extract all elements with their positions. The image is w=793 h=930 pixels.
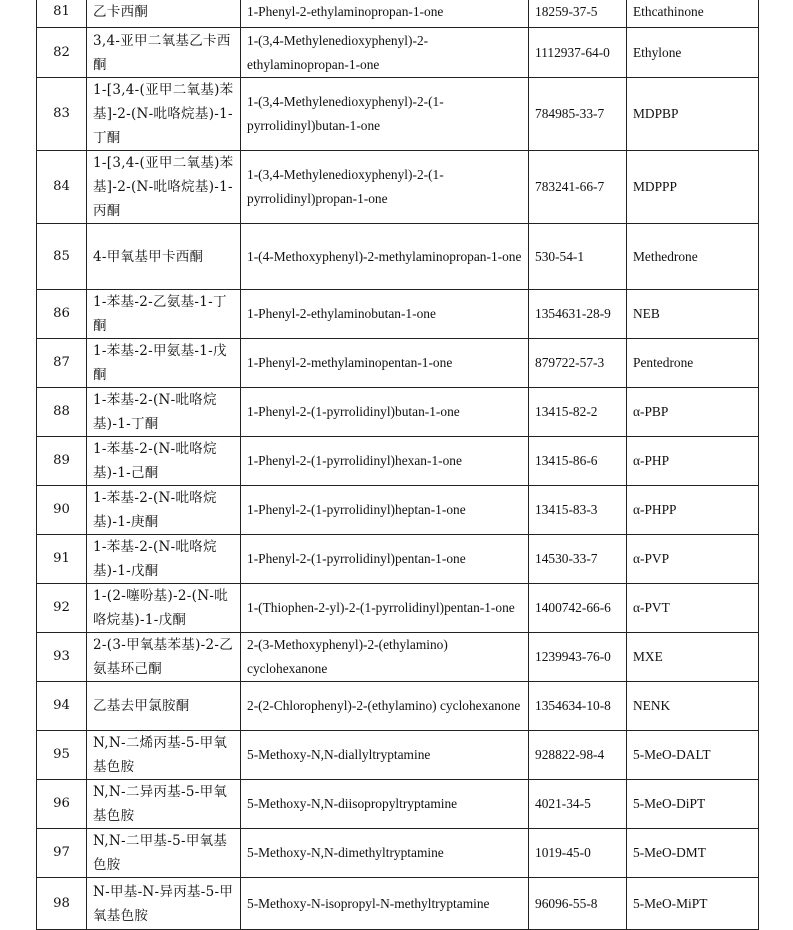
chinese-name: N,N-二异丙基-5-甲氧基色胺: [87, 780, 241, 829]
cas-number: 784985-33-7: [529, 78, 627, 151]
english-name: 1-Phenyl-2-(1-pyrrolidinyl)heptan-1-one: [241, 486, 529, 535]
table-row: [37, 78, 759, 151]
abbreviation: NEB: [627, 290, 759, 339]
cas-number: 1239943-76-0: [529, 633, 627, 682]
substance-table: [36, 0, 759, 930]
table-row: [37, 682, 759, 731]
row-number: 84: [37, 151, 87, 224]
row-number: 86: [37, 290, 87, 339]
chinese-name: 乙卡西酮: [87, 0, 241, 28]
table-row: [37, 0, 759, 28]
chinese-name: 1-苯基-2-(N-吡咯烷基)-1-己酮: [87, 437, 241, 486]
english-name: 5-Methoxy-N,N-diallyltryptamine: [241, 731, 529, 780]
table-row: [37, 486, 759, 535]
english-name: 1-Phenyl-2-(1-pyrrolidinyl)butan-1-one: [241, 388, 529, 437]
cas-number: 96096-55-8: [529, 878, 627, 930]
chinese-name: 1-[3,4-(亚甲二氧基)苯基]-2-(N-吡咯烷基)-1-丁酮: [87, 78, 241, 151]
english-name: 1-Phenyl-2-(1-pyrrolidinyl)pentan-1-one: [241, 535, 529, 584]
chinese-name: 4-甲氧基甲卡西酮: [87, 224, 241, 290]
row-number: 88: [37, 388, 87, 437]
english-name: 5-Methoxy-N,N-dimethyltryptamine: [241, 829, 529, 878]
abbreviation: Methedrone: [627, 224, 759, 290]
row-number: 94: [37, 682, 87, 731]
english-name: 5-Methoxy-N,N-diisopropyltryptamine: [241, 780, 529, 829]
table-row: [37, 151, 759, 224]
cas-number: 13415-83-3: [529, 486, 627, 535]
cas-number: 13415-86-6: [529, 437, 627, 486]
english-name: 1-(3,4-Methylenedioxyphenyl)-2-ethylaminopropan-1-one: [241, 28, 529, 78]
english-name: 2-(3-Methoxyphenyl)-2-(ethylamino) cyclohexanone: [241, 633, 529, 682]
chinese-name: 1-苯基-2-(N-吡咯烷基)-1-庚酮: [87, 486, 241, 535]
table-row: [37, 28, 759, 78]
row-number: 85: [37, 224, 87, 290]
chinese-name: 1-苯基-2-甲氨基-1-戊酮: [87, 339, 241, 388]
chinese-name: 1-苯基-2-(N-吡咯烷基)-1-丁酮: [87, 388, 241, 437]
abbreviation: α-PVP: [627, 535, 759, 584]
chinese-name: 3,4-亚甲二氧基乙卡西酮: [87, 28, 241, 78]
abbreviation: 5-MeO-DALT: [627, 731, 759, 780]
english-name: 1-(3,4-Methylenedioxyphenyl)-2-(1-pyrrolidinyl)butan-1-one: [241, 78, 529, 151]
cas-number: 1354634-10-8: [529, 682, 627, 731]
table-row: [37, 437, 759, 486]
cas-number: 1112937-64-0: [529, 28, 627, 78]
chinese-name: 1-苯基-2-(N-吡咯烷基)-1-戊酮: [87, 535, 241, 584]
chinese-name: 1-(2-噻吩基)-2-(N-吡咯烷基)-1-戊酮: [87, 584, 241, 633]
table-row: [37, 535, 759, 584]
row-number: 82: [37, 28, 87, 78]
abbreviation: NENK: [627, 682, 759, 731]
cas-number: 928822-98-4: [529, 731, 627, 780]
english-name: 1-(4-Methoxyphenyl)-2-methylaminopropan-1-one: [241, 224, 529, 290]
chinese-name: N,N-二甲基-5-甲氧基色胺: [87, 829, 241, 878]
english-name: 1-Phenyl-2-ethylaminopropan-1-one: [241, 0, 529, 28]
cas-number: 18259-37-5: [529, 0, 627, 28]
english-name: 1-(3,4-Methylenedioxyphenyl)-2-(1-pyrrolidinyl)propan-1-one: [241, 151, 529, 224]
cas-number: 1400742-66-6: [529, 584, 627, 633]
abbreviation: α-PVT: [627, 584, 759, 633]
row-number: 93: [37, 633, 87, 682]
abbreviation: MDPPP: [627, 151, 759, 224]
english-name: 1-(Thiophen-2-yl)-2-(1-pyrrolidinyl)pentan-1-one: [241, 584, 529, 633]
abbreviation: MDPBP: [627, 78, 759, 151]
cas-number: 783241-66-7: [529, 151, 627, 224]
table-row: [37, 339, 759, 388]
abbreviation: α-PBP: [627, 388, 759, 437]
abbreviation: 5-MeO-DiPT: [627, 780, 759, 829]
chinese-name: N-甲基-N-异丙基-5-甲氧基色胺: [87, 878, 241, 930]
english-name: 5-Methoxy-N-isopropyl-N-methyltryptamine: [241, 878, 529, 930]
chinese-name: N,N-二烯丙基-5-甲氧基色胺: [87, 731, 241, 780]
table-row: [37, 290, 759, 339]
table-row: [37, 731, 759, 780]
row-number: 90: [37, 486, 87, 535]
chinese-name: 1-[3,4-(亚甲二氧基)苯基]-2-(N-吡咯烷基)-1-丙酮: [87, 151, 241, 224]
row-number: 83: [37, 78, 87, 151]
row-number: 81: [37, 0, 87, 28]
table-row: [37, 584, 759, 633]
chinese-name: 乙基去甲氯胺酮: [87, 682, 241, 731]
abbreviation: Ethcathinone: [627, 0, 759, 28]
row-number: 97: [37, 829, 87, 878]
cas-number: 13415-82-2: [529, 388, 627, 437]
table-row: [37, 388, 759, 437]
abbreviation: Ethylone: [627, 28, 759, 78]
abbreviation: MXE: [627, 633, 759, 682]
table-row: [37, 633, 759, 682]
cas-number: 530-54-1: [529, 224, 627, 290]
row-number: 98: [37, 878, 87, 930]
table-row: [37, 829, 759, 878]
row-number: 92: [37, 584, 87, 633]
english-name: 1-Phenyl-2-methylaminopentan-1-one: [241, 339, 529, 388]
cas-number: 879722-57-3: [529, 339, 627, 388]
english-name: 1-Phenyl-2-ethylaminobutan-1-one: [241, 290, 529, 339]
abbreviation: α-PHPP: [627, 486, 759, 535]
table-row: [37, 780, 759, 829]
cas-number: 1019-45-0: [529, 829, 627, 878]
row-number: 95: [37, 731, 87, 780]
row-number: 87: [37, 339, 87, 388]
abbreviation: α-PHP: [627, 437, 759, 486]
chinese-name: 2-(3-甲氧基苯基)-2-乙氨基环己酮: [87, 633, 241, 682]
cas-number: 1354631-28-9: [529, 290, 627, 339]
chinese-name: 1-苯基-2-乙氨基-1-丁酮: [87, 290, 241, 339]
english-name: 2-(2-Chlorophenyl)-2-(ethylamino) cyclohexanone: [241, 682, 529, 731]
abbreviation: Pentedrone: [627, 339, 759, 388]
english-name: 1-Phenyl-2-(1-pyrrolidinyl)hexan-1-one: [241, 437, 529, 486]
table-row: [37, 878, 759, 930]
table-row: [37, 224, 759, 290]
row-number: 91: [37, 535, 87, 584]
row-number: 89: [37, 437, 87, 486]
abbreviation: 5-MeO-MiPT: [627, 878, 759, 930]
cas-number: 14530-33-7: [529, 535, 627, 584]
abbreviation: 5-MeO-DMT: [627, 829, 759, 878]
row-number: 96: [37, 780, 87, 829]
cas-number: 4021-34-5: [529, 780, 627, 829]
